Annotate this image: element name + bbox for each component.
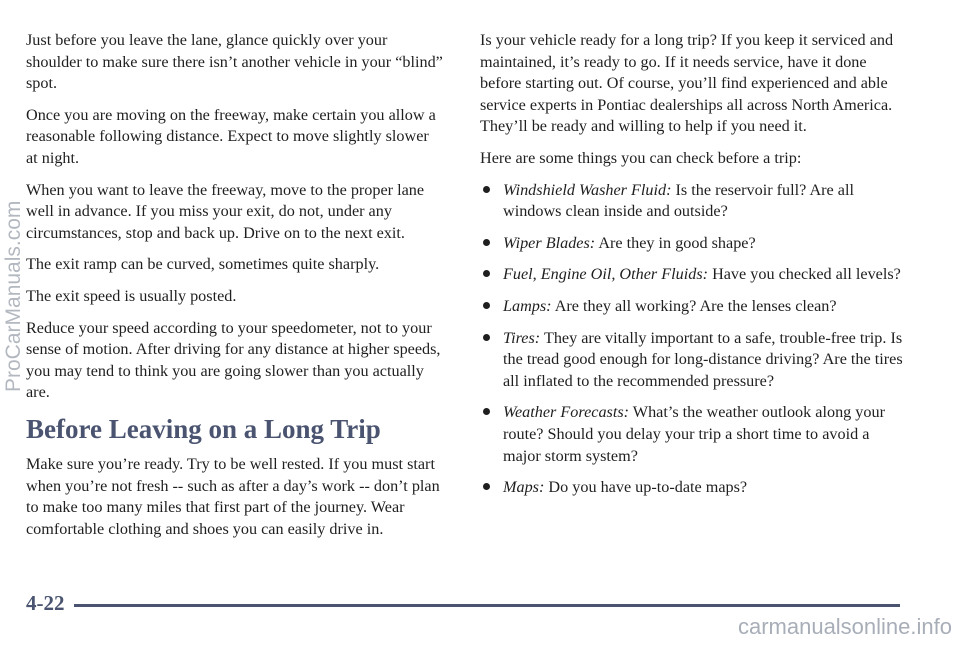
bullet-icon: [483, 483, 490, 490]
paragraph-vehicle-ready: Is your vehicle ready for a long trip? If you keep it serviced and maintained, it’s ready to go. If it needs service, have it done before starting out. Of course, you’ll find experienced and able service experts in Pontiac dealerships all across North America. They’ll be ready and willing to help if you need it.: [480, 31, 894, 136]
footer-divider: [74, 604, 900, 607]
checklist-item-text: Have you checked all levels?: [708, 265, 901, 284]
bullet-icon: [483, 408, 490, 415]
side-watermark: ProCarManuals.com: [2, 200, 25, 392]
checklist-item-label: Tires:: [503, 328, 541, 347]
checklist-item-weather: [480, 402, 910, 467]
checklist-item-lamps: [480, 296, 910, 318]
checklist-item-text: Are they all working? Are the lenses clean?: [551, 296, 837, 315]
checklist-item-label: Fuel, Engine Oil, Other Fluids:: [503, 265, 709, 284]
left-column: [26, 30, 444, 550]
paragraph-reduce-speed: Reduce your speed according to your speedometer, not to your sense of motion. After driving for any distance at higher speeds, you may tend to think you are going slower than you actually are.: [26, 318, 441, 402]
right-column: [480, 30, 910, 509]
bullet-icon: [483, 302, 490, 309]
checklist-item-washer-fluid: [480, 180, 910, 223]
checklist-item-text: Do you have up-to-date maps?: [544, 478, 748, 497]
checklist-item-wiper-blades: [480, 233, 910, 255]
bullet-icon: [483, 270, 490, 277]
paragraph-lane-change: Just before you leave the lane, glance quickly over your shoulder to make sure there isn’t another vehicle in your “blind” spot.: [26, 31, 443, 93]
checklist-item-label: Maps:: [503, 478, 545, 497]
checklist-item-label: Windshield Washer Fluid:: [503, 180, 672, 199]
paragraph-leave-freeway: When you want to leave the freeway, move to the proper lane well in advance. If you miss your exit, do not, under any circumstances, stop and back up. Drive on to the next exit.: [26, 180, 425, 242]
bottom-watermark: carmanualsonline.info: [737, 614, 952, 639]
paragraph-be-ready: Make sure you’re ready. Try to be well rested. If you must start when you’re not fresh -- such as after a day’s work -- don’t plan to make too many miles that first part of the journey. Wear comfortable clothing and shoes you can easily drive in.: [26, 454, 440, 538]
section-heading: Before Leaving on a Long Trip: [26, 413, 381, 444]
checklist-item-text: They are vitally important to a safe, trouble-free trip. Is the tread good enough for long-distance driving? Are the tires all inflated to the recommended pressure?: [503, 328, 903, 390]
checklist-item-tires: [480, 328, 910, 393]
paragraph-following-distance: Once you are moving on the freeway, make certain you allow a reasonable following distance. Expect to move slightly slower at night.: [26, 105, 436, 167]
paragraph-exit-speed: The exit speed is usually posted.: [26, 286, 237, 305]
checklist-item-maps: [480, 477, 910, 499]
bullet-icon: [483, 186, 490, 193]
paragraph-exit-ramp: The exit ramp can be curved, sometimes quite sharply.: [26, 255, 380, 274]
bullet-icon: [483, 334, 490, 341]
page-number: 4-22: [26, 591, 65, 615]
bullet-icon: [483, 239, 490, 246]
paragraph-checklist-intro: Here are some things you can check before a trip:: [480, 148, 802, 167]
checklist-item-fluids: [480, 264, 910, 286]
checklist-item-label: Lamps:: [503, 296, 552, 315]
checklist-item-text: Is the reservoir full? Are all windows clean inside and outside?: [503, 180, 854, 221]
checklist-item-text: What’s the weather outlook along your route? Should you delay your trip a short time to avoid a major storm system?: [503, 403, 885, 465]
checklist-item-label: Weather Forecasts:: [503, 403, 630, 422]
checklist-item-text: Are they in good shape?: [595, 233, 756, 252]
checklist-item-label: Wiper Blades:: [503, 233, 596, 252]
